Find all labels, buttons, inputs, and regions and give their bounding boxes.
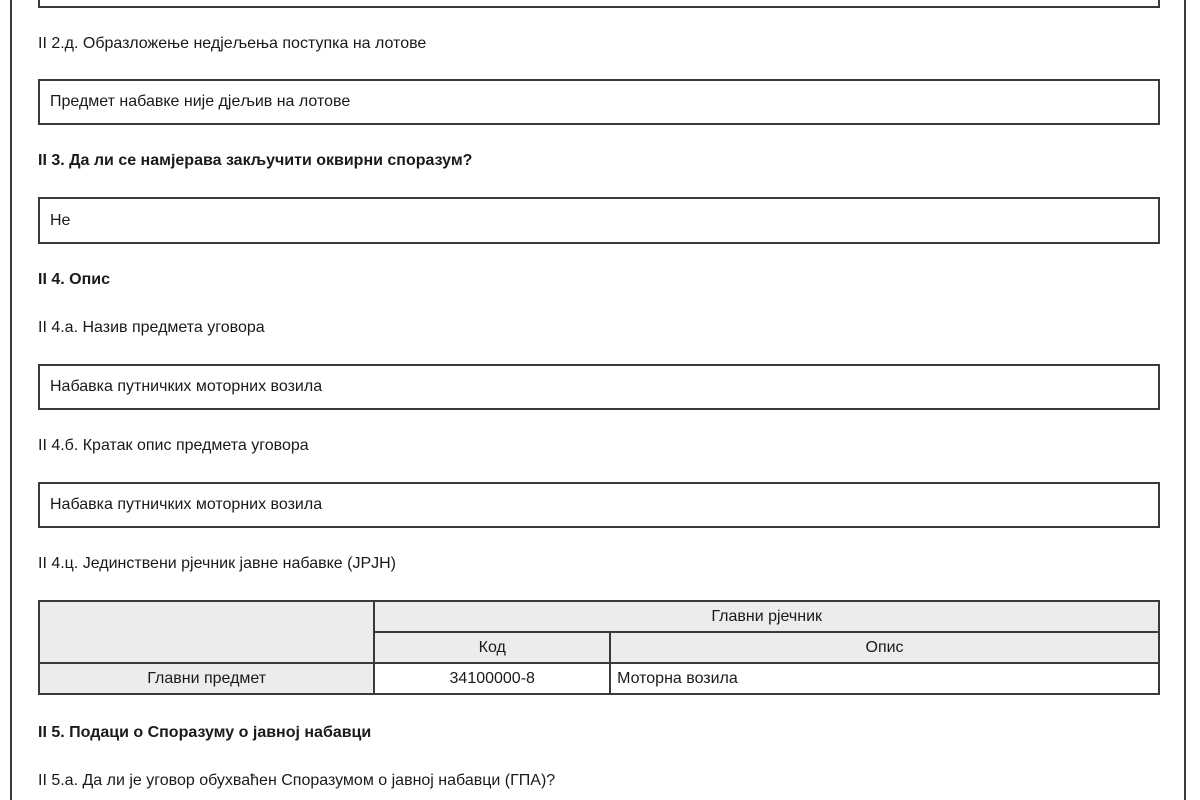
section-5a-label: II 5.а. Да ли је уговор обухваћен Споразумом о јавној набавци (ГПА)? (38, 772, 556, 789)
section-5-heading: II 5. Подаци о Споразуму о јавној набавци (38, 724, 372, 741)
section-4a-value-box (38, 364, 1160, 410)
cpv-table (38, 600, 1160, 695)
table-row-label: Главни предмет (39, 663, 374, 694)
table-col-code: Код (374, 632, 610, 663)
section-4c-label: II 4.ц. Јединствени рјечник јавне набавке (ЈРЈН) (38, 555, 396, 572)
previous-field-box (38, 0, 1160, 8)
section-4b-value: Набавка путничких моторних возила (50, 496, 323, 513)
table-row (39, 663, 1159, 694)
section-4-heading: II 4. Опис (38, 271, 110, 288)
section-2d-label: II 2.д. Образложење недјељења поступка на лотове (38, 35, 427, 52)
section-4b-value-box (38, 482, 1160, 528)
table-row-description: Моторна возила (610, 663, 1159, 694)
table-corner-cell (39, 601, 374, 663)
section-2d-value-box (38, 79, 1160, 125)
table-group-header: Главни рјечник (374, 601, 1159, 632)
table-row-code: 34100000-8 (374, 663, 610, 694)
section-3-value-box (38, 197, 1160, 244)
section-4a-value: Набавка путничких моторних возила (50, 378, 323, 395)
section-3-heading: II 3. Да ли се намјерава закључити оквирни споразум? (38, 152, 473, 169)
section-3-value: Не (50, 211, 71, 229)
table-col-description: Опис (610, 632, 1159, 663)
section-4b-label: II 4.б. Кратак опис предмета уговора (38, 437, 309, 454)
section-4a-label: II 4.а. Назив предмета уговора (38, 319, 265, 336)
section-2d-value: Предмет набавке није дјељив на лотове (50, 93, 351, 110)
table-header-row (39, 601, 1159, 632)
